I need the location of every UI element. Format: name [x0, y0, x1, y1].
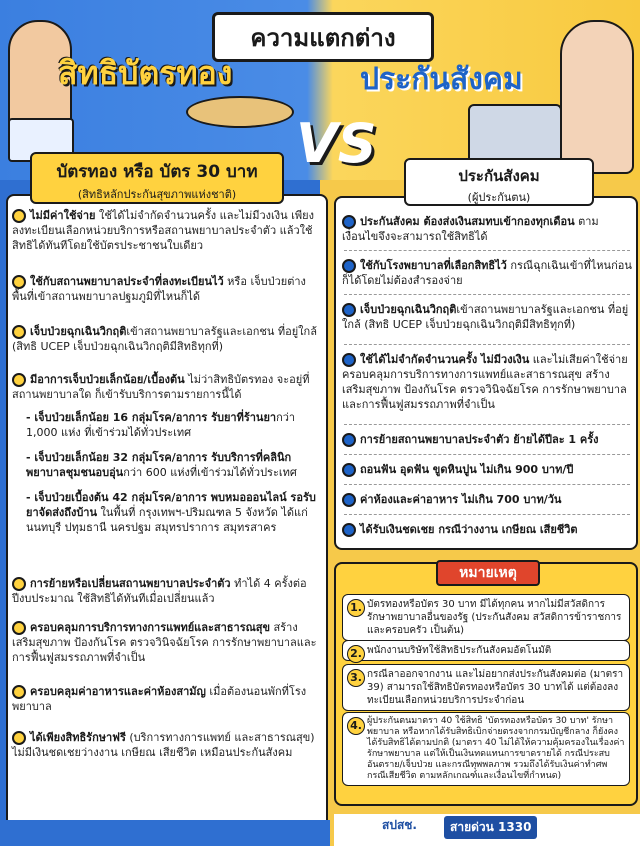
- right-item-8: ได้รับเงินชดเชย กรณีว่างงาน เกษียณ เสียชีวิต: [342, 522, 634, 537]
- divider: [344, 250, 630, 251]
- bullet-icon: [342, 215, 356, 229]
- right-item-3: เจ็บป่วยฉุกเฉินวิกฤติเข้าสถานพยาบาลรัฐและเอกชน ที่อยู่ใกล้ (สิทธิ UCEP เจ็บป่วยฉุกเฉินวิกฤติมีสิทธิทุกที่): [342, 303, 629, 331]
- right-title: ประกันสังคม: [360, 62, 523, 97]
- right-header-subtitle: (ผู้ประกันตน): [467, 191, 531, 204]
- bullet-icon: [12, 275, 26, 289]
- bullet-icon: [12, 209, 26, 223]
- bullet-icon: [12, 685, 26, 699]
- hat-illustration: [186, 96, 294, 128]
- bullet-icon: [342, 433, 356, 447]
- right-item-2: ใช้กับโรงพยาบาลที่เลือกสิทธิไว้ กรณีฉุกเฉินเข้าที่ไหนก่อนก็ได้โดยไม่ต้องสำรองจ่าย: [342, 259, 632, 287]
- bullet-icon: [342, 259, 356, 273]
- left-header-subtitle: (สิทธิหลักประกันสุขภาพแห่งชาติ): [77, 188, 237, 201]
- right-header-title: ประกันสังคม: [458, 167, 540, 185]
- bullet-icon: [12, 731, 26, 745]
- nhso-logo: สปสช.: [382, 818, 417, 832]
- left-header-title: บัตรทอง หรือ บัตร 30 บาท: [56, 162, 258, 182]
- divider: [344, 424, 630, 425]
- left-item-8: ได้เพียงสิทธิรักษาฟรี (บริการทางการแพทย์ และสาธารณสุข) ไม่มีเงินชดเชยว่างงาน เกษียณ เสียชีวิต เหมือนประกันสังคม: [12, 731, 315, 759]
- left-item-3: เจ็บป่วยฉุกเฉินวิกฤติเข้าสถานพยาบาลรัฐและเอกชน ที่อยู่ใกล้ (สิทธิ UCEP เจ็บป่วยฉุกเฉินวิกฤติมีสิทธิทุกที่): [12, 325, 317, 353]
- bullet-icon: [12, 577, 26, 591]
- notes-title: หมายเหตุ: [436, 560, 540, 586]
- note-3: 3. กรณีลาออกจากงาน และไม่อยากส่งประกันสังคมต่อ (มาตรา 39) สามารถใช้สิทธิบัตรทองหรือบัตร 30 บาทได้ แต่ต้องลงทะเบียนเลือกหน่วยบริการประจำก่อน: [342, 664, 630, 711]
- right-header: [404, 158, 594, 206]
- note-4: 4. ผู้ประกันตนมาตรา 40 ใช้สิทธิ 'บัตรทองหรือบัตร 30 บาท' รักษาพยาบาล หรือหากได้รับสิทธิเบิกจ่ายตรงจากกรมบัญชีกลาง ก็ยังคงได้รับสิทธิได้ตามปกติ (มาตรา 40 ไม่ได้ให้ความคุ้มครองในเรื่องค่ารักษาพยาบาล แต่ให้เป็นเงินทดแทนการขาดรายได้ กรณีประสบอันตราย/เจ็บป่วย และกรณีทุพพลภาพ รวมถึงได้รับเงินค่าทำศพ กรณีเสียชีวิต ตามหลักเกณฑ์และเงื่อนไขที่กำหนด): [342, 712, 630, 786]
- left-title: สิทธิบัตรทอง: [58, 54, 233, 92]
- left-item-5: การย้ายหรือเปลี่ยนสถานพยาบาลประจำตัว ทำได้ 4 ครั้งต่อปีงบประมาณ ใช้สิทธิได้ทันทีเมื่อเปลี่ยนแล้ว: [12, 577, 307, 605]
- sub-item-2: - เจ็บป่วยเล็กน้อย 32 กลุ่มโรค/อาการ รับบริการที่คลินิก พยาบาลชุมชนอบอุ่นกว่า 600 แห่งที่เข้าร่วมได้ทั่วประเทศ: [26, 451, 297, 479]
- bullet-icon: [12, 373, 26, 387]
- right-item-5: การย้ายสถานพยาบาลประจำตัว ย้ายได้ปีละ 1 ครั้ง: [342, 432, 634, 447]
- footer: [334, 814, 640, 846]
- note-2: 2. พนักงานบริษัทใช้สิทธิประกันสังคมอัตโนมัติ: [342, 640, 630, 661]
- left-panel: [6, 194, 328, 838]
- note-1: 1. บัตรทองหรือบัตร 30 บาท มีได้ทุกคน หากไม่มีสวัสดิการรักษาพยาบาลอื่นของรัฐ (ประกันสังคม สวัสดิการข้าราชการและครอบครัว เป็นต้น): [342, 594, 630, 641]
- office-woman-illustration: [560, 20, 634, 174]
- divider: [344, 344, 630, 345]
- left-item-1: ไม่มีค่าใช้จ่าย ใช้ได้ไม่จำกัดจำนวนครั้ง และไม่มีวงเงิน เพียงลงทะเบียนเลือกหน่วยบริการหรือสถานพยาบาลประจำตัว แล้วใช้สิทธิได้ทันทีโดยใช้บัตรประชาชนใบเดียว: [12, 209, 314, 252]
- bullet-icon: [12, 325, 26, 339]
- right-panel: [334, 196, 638, 550]
- bullet-icon: [342, 463, 356, 477]
- left-item-6: ครอบคลุมการบริการทางการแพทย์และสาธารณสุข สร้างเสริมสุขภาพ ป้องกันโรค ตรวจวินิจฉัยโรค การรักษาพยาบาลและการฟื้นฟูสมรรถภาพที่จำเป็น: [12, 621, 317, 664]
- laptop-icon: [468, 104, 562, 164]
- divider: [344, 294, 630, 295]
- bullet-icon: [342, 493, 356, 507]
- bullet-icon: [12, 621, 26, 635]
- decorative-bottom: [0, 820, 330, 846]
- left-item-4: มีอาการเจ็บป่วยเล็กน้อย/เบื้องต้น ไม่ว่าสิทธิบัตรทอง จะอยู่ที่สถานพยาบาลใด ก็เข้ารับบริการตามรายการนี้ได้: [12, 373, 310, 401]
- bullet-icon: [342, 303, 356, 317]
- right-item-1: ประกันสังคม ต้องส่งเงินสมทบเข้ากองทุกเดือน ตามเงื่อนไขจึงจะสามารถใช้สิทธิได้: [342, 215, 599, 243]
- divider: [344, 514, 630, 515]
- bullet-icon: [342, 523, 356, 537]
- divider: [344, 454, 630, 455]
- right-item-4: ใช้ได้ไม่จำกัดจำนวนครั้ง ไม่มีวงเงิน และไม่เสียค่าใช้จ่าย ครอบคลุมการบริการทางการแพทย์และสาธารณสุข สร้างเสริมสุขภาพ ป้องกันโรค ตรวจวินิจฉัยโรค การรักษาพยาบาล และการฟื้นฟูสมรรถภาพที่จำเป็น: [342, 353, 628, 411]
- left-item-2: ใช้กับสถานพยาบาลประจำที่ลงทะเบียนไว้ หรือ เจ็บป่วยต่างพื้นที่เข้าสถานพยาบาลปฐมภูมิที่ไหนก็ได้: [12, 275, 306, 303]
- left-item-7: ครอบคลุมค่าอาหารและค่าห้องสามัญ เมื่อต้องนอนพักที่โรงพยาบาล: [12, 685, 307, 713]
- right-item-6: ถอนฟัน อุดฟัน ขูดหินปูน ไม่เกิน 900 บาท/ปี: [342, 462, 634, 477]
- bullet-icon: [342, 353, 356, 367]
- sub-item-3: - เจ็บป่วยเบื้องต้น 42 กลุ่มโรค/อาการ พบหมอออนไลน์ รอรับยาจัดส่งถึงบ้าน ในพื้นที่ กรุงเทพฯ-ปริมณฑล 5 จังหวัด ได้แก่ นนทบุรี ปทุมธานี นครปฐม สมุทรปราการ สมุทรสาคร: [26, 491, 316, 534]
- vs-label: VS: [296, 112, 377, 175]
- sub-item-1: - เจ็บป่วยเล็กน้อย 16 กลุ่มโรค/อาการ รับยาที่ร้านยากว่า 1,000 แห่ง ที่เข้าร่วมได้ทั่วประเทศ: [26, 411, 296, 439]
- right-item-7: ค่าห้องและค่าอาหาร ไม่เกิน 700 บาท/วัน: [342, 492, 634, 507]
- hotline-badge: สายด่วน 1330: [444, 816, 537, 839]
- notes-panel: [334, 562, 638, 806]
- page-title: ความแตกต่าง: [212, 12, 434, 62]
- divider: [344, 484, 630, 485]
- left-header: [30, 152, 284, 204]
